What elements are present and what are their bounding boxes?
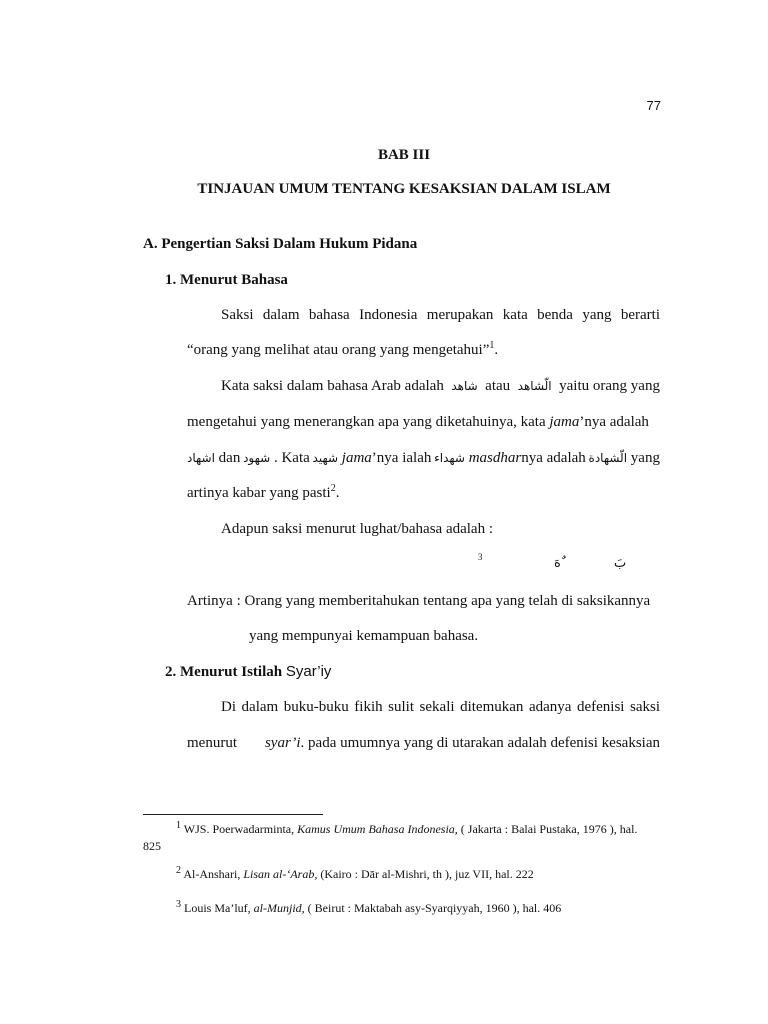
footnote-1-number: 1 — [176, 820, 181, 831]
paragraph-4-ialah: ’nya ialah — [371, 450, 432, 466]
chapter-heading: BAB III — [377, 147, 431, 163]
paragraph-4-yang: yang — [630, 450, 660, 466]
footnote-2-title: Lisan al-‘Arab, — [243, 867, 318, 881]
paragraph-7-line-2 — [187, 735, 660, 752]
quote-text: “orang yang melihat atau orang yang mengetahui” — [187, 342, 490, 358]
footnote-1-publisher: ( Jakarta : Balai Pustaka, 1976 ), hal. — [460, 822, 638, 836]
paragraph-1-line-2: “orang yang melihat atau orang yang mengetahui”$^1$. — [187, 340, 499, 358]
footnote-3-publisher: ( Beirut : Maktabah asy-Syarqiyyah, 1960 ), hal. 406 — [307, 901, 562, 915]
paragraph-2-text-a: Kata saksi dalam bahasa Arab adalah — [221, 378, 444, 394]
footnote-ref-2: 2 — [330, 483, 336, 494]
footnote-2-publisher: (Kairo : Dār al-Mishri, th ), juz VII, hal. 222 — [320, 867, 534, 881]
footnote-1 — [176, 822, 637, 837]
arabic-char-1: ٌهَ — [554, 556, 561, 571]
paragraph-3-text-a: mengetahui yang menerangkan apa yang diketahuinya, kata — [187, 414, 546, 430]
arabic-char-2: بَ — [614, 556, 627, 571]
paragraph-4-masdhar: masdhar — [468, 450, 522, 466]
paragraph-4-dan: dan — [218, 450, 241, 466]
footnote-2-author: Al-Anshari, — [183, 867, 241, 881]
paragraph-1-line-1: Saksi dalam bahasa Indonesia merupakan kata benda yang berarti — [221, 307, 660, 323]
chapter-title: TINJAUAN UMUM TENTANG KESAKSIAN DALAM ISLAM — [197, 181, 611, 197]
paragraph-4-jama: jama — [341, 450, 372, 466]
arabic-shahid-2: شهيد — [312, 451, 339, 465]
footnote-3-author: Louis Ma’luf, — [184, 901, 251, 915]
paragraph-3-jama: jama — [549, 414, 580, 430]
arabic-ashhad: اشهاد — [187, 451, 215, 465]
footnote-1-author: WJS. Poerwadarminta, — [183, 822, 295, 836]
footnote-3 — [176, 901, 561, 916]
arabic-footnote-ref-3: 3 — [478, 552, 483, 562]
arabic-shuhada: شهداء — [434, 451, 465, 465]
subsection-2-bold: 2. Menurut Istilah — [165, 664, 283, 680]
paragraph-7-line-1: Di dalam buku-buku fikih sulit sekali ditemukan adanya defenisi saksi — [221, 699, 660, 715]
paragraph-2-line — [221, 378, 660, 395]
footnote-separator — [143, 814, 323, 815]
section-a-heading: A. Pengertian Saksi Dalam Hukum Pidana — [143, 236, 418, 252]
subsection-2-plain: Syar’iy — [285, 663, 332, 680]
paragraph-3-line — [187, 414, 649, 431]
paragraph-7-menurut: menurut — [187, 735, 237, 751]
paragraph-2-text-b: yaitu orang yang — [559, 378, 660, 394]
arabic-shahid: شاهد — [451, 379, 478, 393]
subsection-1-heading: 1. Menurut Bahasa — [165, 272, 288, 288]
artinya-line-2: yang mempunyai kemampuan bahasa. — [249, 628, 479, 644]
footnote-3-title: al-Munjid, — [253, 901, 305, 915]
arabic-alshahid: الّشاهد — [517, 379, 552, 393]
arabic-shuhud: شهود — [243, 451, 271, 465]
paragraph-4-nya-adalah: nya adalah — [521, 450, 586, 466]
paragraph-6: Adapun saksi menurut lughat/bahasa adalah : — [221, 521, 494, 537]
arabic-alshahada: الّشهادة — [588, 451, 628, 465]
footnote-1-continuation: 825 — [143, 839, 161, 853]
subsection-2-heading — [165, 663, 331, 681]
page-number: 77 — [646, 98, 661, 113]
footnote-2-number: 2 — [176, 865, 181, 876]
paragraph-4-kata: . Kata — [273, 450, 310, 466]
footnote-3-number: 3 — [176, 899, 181, 910]
footnote-2 — [176, 867, 534, 882]
paragraph-7-syari: syar’i — [264, 735, 301, 751]
paragraph-4-line — [187, 450, 660, 467]
paragraph-5-line: artinya kabar yang pasti$^2$. — [187, 483, 340, 501]
artinya-line-1: Artinya : Orang yang memberitahukan tentang apa yang telah di saksikannya — [187, 593, 651, 609]
paragraph-3-text-b: ’nya adalah — [579, 414, 649, 430]
footnote-1-title: Kamus Umum Bahasa Indonesia, — [297, 822, 458, 836]
footnote-ref-1: 1 — [489, 340, 495, 351]
paragraph-2-atau: atau — [485, 378, 511, 394]
paragraph-5-text: artinya kabar yang pasti — [187, 485, 331, 501]
paragraph-7-text-b: . pada umumnya yang di utarakan adalah defenisi kesaksian — [300, 735, 660, 751]
